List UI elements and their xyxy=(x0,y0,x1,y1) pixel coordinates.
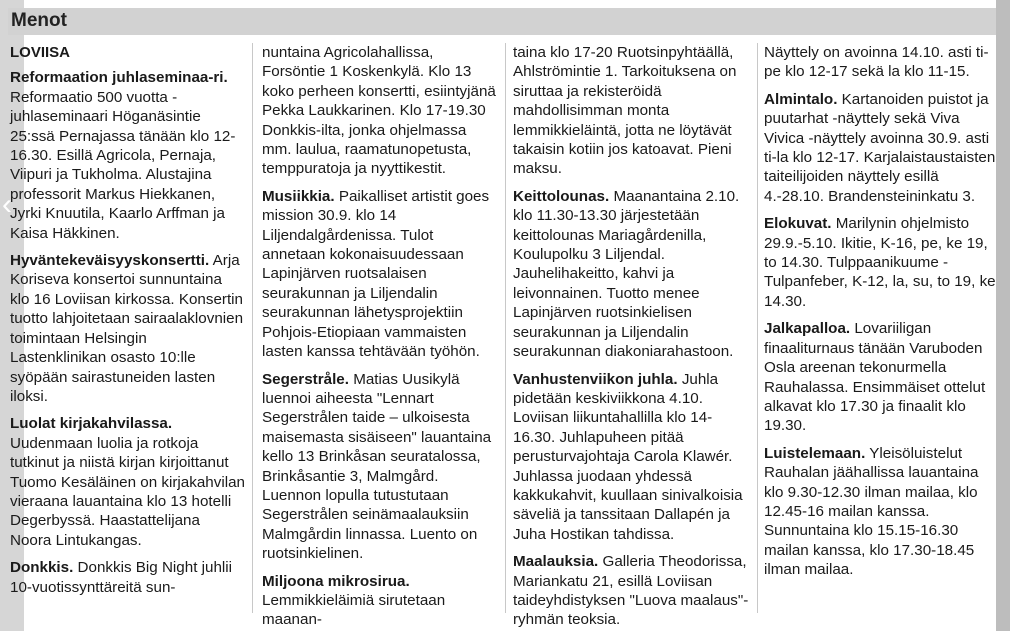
listing-text: Lovariiligan finaaliturnaus tänään Varuboden Osla areenan tekonurmella Rauhalassa. Ensimmäiset ottelut alkavat klo 17.30 ja finaalit klo 19.30. xyxy=(764,320,986,435)
listing-text: Matias Uusikylä luennoi aiheesta "Lennart Segerstrålen taide – ulkoisesta maisemasta sisäiseen" lauantaina kello 13 Brinkåsan seuratalossa, Brinkåsantie 3, Malmgård. Luennon lopulla tutustutaan Segerstrålen seinämaalauksiin Malmgårdin linnassa. Luento on ruotsinkielinen. xyxy=(262,370,492,563)
listing-item xyxy=(262,370,500,564)
listing-text: Paikalliset artistit goes mission 30.9. klo 14 Liljendalgårdenissa. Tulot annetaan kokonaisuudessaan Lapinjärven ruotsalaisen seurakunnan ja Liljendalin seurakunnan lähetysprojektiin Pohjois-Etiopiaan vammaisten lasten kanssa tehtävään työhön. xyxy=(262,187,490,361)
listing-text: taina klo 17-20 Ruotsinpyhtäällä, Ahlströmintie 1. Tarkoituksena on siruttaa ja rekisteröidä mahdollisimman monta lemmikkieläintä, jotta ne löytävät takaisin kotiin jos katoavat. Pieni maksu. xyxy=(513,44,737,178)
section-title: Menot xyxy=(11,10,67,31)
column-2 xyxy=(262,43,500,638)
listing-text: Marilynin ohjelmisto 29.9.-5.10. Ikitie, K-16, pe, ke 19, to 14.30. Tulppaanikuume - Tulpanfeber, K-12, la, su, to 19, ke 14.30. xyxy=(764,215,996,310)
listing-text: Lemmikkieläimiä sirutetaan maanan- xyxy=(262,591,446,629)
listing-text: Arja Koriseva konsertoi sunnuntaina klo 16 Loviisan kirkossa. Konsertin tuotto lahjoitetaan sairaalaklovnien toimintaan Helsingin Lastenklinikan osasto 10:lle syöpään sairastuneiden lasten iloksi. xyxy=(10,252,244,405)
listing-item xyxy=(513,187,751,362)
listing-heading: Almintalo. xyxy=(764,90,838,108)
listing-text: Donkkis Big Night juhlii 10-vuotissynttäreitä sun- xyxy=(10,559,233,596)
section-header xyxy=(8,8,996,35)
listing-text: Kartanoiden puistot ja puutarhat -näyttely sekä Viva Vivica -näyttely avoinna 30.9. asti ti-la klo 12-17. Karjalaistaustaisten taiteilijoiden näyttely esillä 4.-28.10. Brandensteininkatu 3. xyxy=(764,90,996,205)
listing-heading: Donkkis. xyxy=(10,559,74,577)
listing-item xyxy=(513,43,751,179)
column-1 xyxy=(10,43,245,605)
column-divider xyxy=(252,43,253,613)
chevron-left-icon[interactable]: ‹ xyxy=(2,188,12,221)
listing-heading: Luistelemaan. xyxy=(764,444,866,462)
listing-text: Näyttely on avoinna 14.10. asti ti-pe klo 12-17 sekä la klo 11-15. xyxy=(764,44,989,81)
listing-text: Galleria Theodorissa, Mariankatu 21, esillä Loviisan taideyhdistyksen "Luova maalaus"-ryhmän teoksia. xyxy=(513,553,749,629)
listing-item xyxy=(764,214,996,311)
listing-item xyxy=(764,444,996,580)
listing-heading: Miljoona mikrosirua. xyxy=(262,572,410,590)
listing-item xyxy=(10,68,245,243)
listing-text: Reformaatio 500 vuotta -juhlaseminaari Höganäsintie 25:ssä Pernajassa tänään klo 12-16.30. Esillä Agricola, Pernaja, Viipuri ja Tukholma. Alustajina professorit Markus Hiekkanen, Jyrki Knuutila, Kaarlo Arffman ja Kaisa Häkkinen. xyxy=(10,88,236,242)
listing-heading: Luolat kirjakahvilassa. xyxy=(10,415,173,433)
listing-heading: Elokuvat. xyxy=(764,215,832,233)
listing-item xyxy=(10,414,245,550)
listing-heading: Keittolounas. xyxy=(513,187,610,205)
listing-heading: Maalauksia. xyxy=(513,553,599,571)
listing-heading: Reformaation juhlaseminaa-ri. xyxy=(10,69,228,87)
listing-item xyxy=(513,552,751,630)
column-3 xyxy=(513,43,751,638)
listing-item xyxy=(10,558,245,597)
place-heading: LOVIISA xyxy=(10,44,71,61)
right-page-edge xyxy=(996,0,1010,631)
listing-text: nuntaina Agricolahallissa, Forsöntie 1 Koskenkylä. Klo 13 koko perheen konsertti, esiintyjänä Pekka Laukkarinen. Klo 17-19.30 Donkkis-ilta, jonka ohjelmassa mm. laulua, raamatunopetusta, temppuratoja ja nyyttikestit. xyxy=(262,44,496,178)
listing-item xyxy=(262,187,500,362)
listing-item xyxy=(262,43,500,179)
listing-heading: Vanhustenviikon juhla. xyxy=(513,370,678,388)
listing-heading: Segerstråle. xyxy=(262,370,349,388)
listing-text: Uudenmaan luolia ja rotkoja tutkinut ja niistä kirjan kirjoittanut Tuomo Kesäläinen on kirjakahvilan vieraana lauantaina klo 13 hotelli Degerbyssä. Haastattelijana Noora Lintukangas. xyxy=(10,434,245,549)
listing-heading: Jalkapalloa. xyxy=(764,320,851,338)
listing-item xyxy=(764,43,996,82)
listing-text: Yleisöluistelut Rauhalan jäähallissa lauantaina klo 9.30-12.30 ilman mailaa, klo 12.45-16 mailan kanssa. Sunnuntaina klo 15.15-16.30 mailan kanssa, klo 17.30-18.45 ilman mailaa. xyxy=(764,444,979,579)
listing-item xyxy=(10,251,245,406)
listing-heading: Hyväntekeväisyyskonsertti. xyxy=(10,252,210,270)
listing-item xyxy=(262,572,500,630)
listing-text: Maanantaina 2.10. klo 11.30-13.30 järjestetään keittolounas Mariagårdenilla, Koulupolku 3 Liljendal. Jauhelihakeitto, kahvi ja leivonnainen. Tuotto menee Lapinjärven ruotsinkielisen seurakunnan ja Liljendalin seurakunnan diakoniarahastoon. xyxy=(513,187,740,361)
listing-text: Juhla pidetään keskiviikkona 4.10. Loviisan liikuntahallilla klo 14-16.30. Juhlapuheen pitää perusturvajohtaja Carola Klawér. Juhlassa juodaan yhdessä kakkukahvit, kuullaan sinivalkoisia säveliä ja tanssitaan Dallapén ja Juha Hostikan tahdissa. xyxy=(513,370,743,543)
column-divider xyxy=(505,43,506,613)
listing-item xyxy=(513,370,751,545)
listing-heading: Musiikkia. xyxy=(262,187,335,205)
listing-item xyxy=(764,319,996,435)
column-divider xyxy=(757,43,758,613)
listing-item xyxy=(764,90,996,206)
column-4 xyxy=(764,43,996,588)
